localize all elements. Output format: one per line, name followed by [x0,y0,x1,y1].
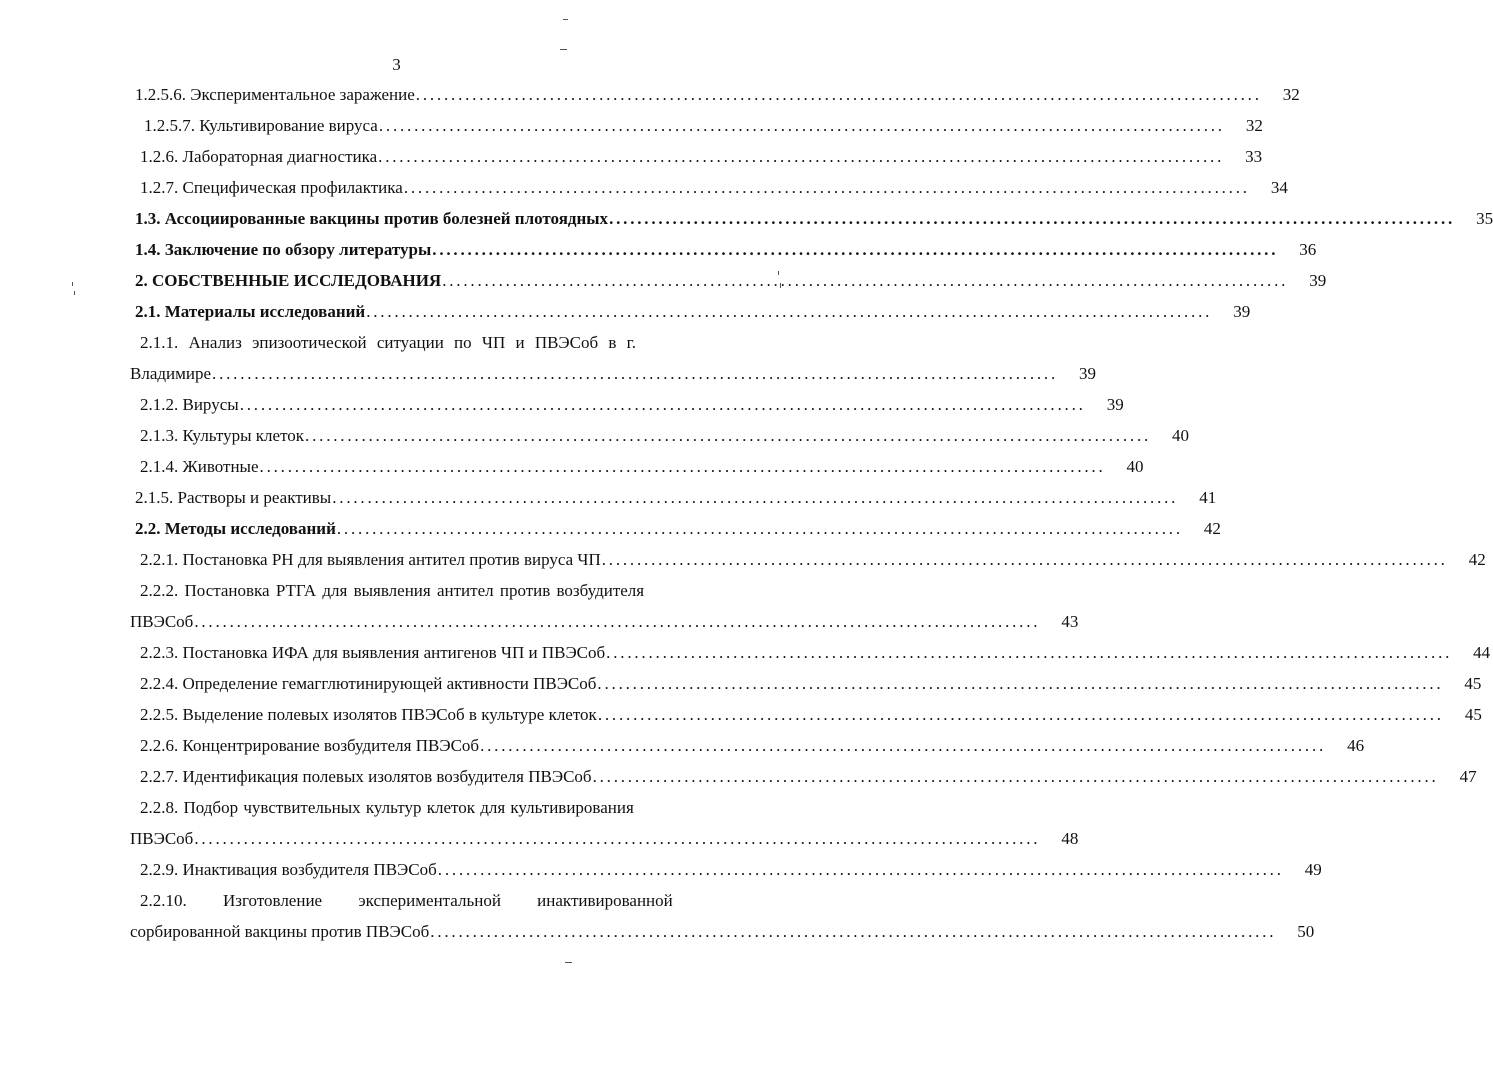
toc-page-number: 35 [1476,209,1493,228]
toc-entry-title: 2.2.1. Постановка РН для выявления антител против вируса ЧП [140,550,601,569]
toc-entry-title: 2.2.3. Постановка ИФА для выявления антигенов ЧП и ПВЭСоб [140,643,606,662]
dot-leader: ........................................................................................................................ [259,457,1106,476]
page-number: 3 [392,55,401,74]
toc-entry-first-line [130,327,720,358]
dot-leader: ........................................................................................................................ [432,240,1279,259]
toc-entry-title-line1: 2.2.8. Подбор чувствительных культур клеток для культивирования [140,798,634,817]
dot-leader: ........................................................................................................................ [415,85,1262,104]
dot-leader: ........................................................................................................................ [212,364,1059,383]
dot-leader: ........................................................................................................................ [239,395,1086,414]
scan-mark [565,962,572,963]
dot-leader: ........................................................................................................................ [305,426,1152,445]
toc-page-number: 32 [1282,85,1300,104]
dot-leader: ........................................................................................................................ [378,147,1225,166]
toc-entry-title: 2. СОБСТВЕННЫЕ ИССЛЕДОВАНИЯ [135,271,442,290]
toc-entry-second-line [130,358,1097,389]
toc-entry [130,203,1493,234]
toc-entry-title: 1.2.7. Специфическая профилактика [140,178,403,197]
toc-page-number: 39 [1233,302,1251,321]
toc-entry [130,668,1482,699]
dot-leader: ........................................................................................................................ [194,829,1041,848]
toc-entry [130,234,1317,265]
toc-page-number: 36 [1299,240,1317,259]
toc-entry [130,482,1217,513]
dot-leader: ........................................................................................................................ [194,612,1041,631]
toc-entry-title: 2.2.5. Выделение полевых изолятов ПВЭСоб в культуре клеток [140,705,597,724]
dot-leader: ........................................................................................................................ [592,767,1439,786]
toc-page-number: 50 [1297,922,1315,941]
toc-entry [130,327,1097,389]
toc-entry [130,699,1482,730]
toc-page-number: 34 [1270,178,1288,197]
toc-page-number: 39 [1106,395,1124,414]
toc-entry-title: 2.1.5. Растворы и реактивы [135,488,332,507]
toc-entry [130,451,1144,482]
toc-entry-title: 1.2.6. Лабораторная диагностика [140,147,378,166]
toc-entry [130,420,1190,451]
dot-leader: ........................................................................................................................ [437,860,1284,879]
toc-entry-title: 2.1.3. Культуры клеток [140,426,305,445]
toc-entry-title: 1.2.5.6. Экспериментальное заражение [135,85,415,104]
toc-entry-title: 1.4. Заключение по обзору литературы [135,240,432,259]
toc-page-number: 47 [1459,767,1477,786]
toc-page-number: 43 [1061,612,1079,631]
toc-page-number: 48 [1061,829,1079,848]
dot-leader: ........................................................................................................................ [378,116,1225,135]
toc-entry-title-line1: 2.1.1. Анализ эпизоотической ситуации по ЧП и ПВЭСоб в г. [140,333,636,352]
toc-entry-first-line [130,792,720,823]
toc-entry [130,854,1322,885]
toc-entry-title-line2: ПВЭСоб [130,612,194,631]
toc-entry-title: 1.2.5.7. Культивирование вируса [144,116,378,135]
toc-entry [130,637,1491,668]
scan-mark [72,282,73,286]
scan-mark [563,19,568,20]
toc-entry [130,389,1124,420]
toc-page-number: 42 [1468,550,1486,569]
toc-page-number: 33 [1245,147,1263,166]
toc-page-number: 40 [1172,426,1190,445]
toc-entry-title-line2: Владимире [130,364,212,383]
toc-page-number: 41 [1199,488,1217,507]
toc-page-number: 32 [1245,116,1263,135]
scan-mark [560,49,567,50]
dot-leader: ........................................................................................................................ [597,705,1444,724]
toc-entry-title-line1: 2.2.10. Изготовление экспериментальной инактивированной [140,891,673,910]
toc-entry-second-line [130,916,1315,947]
dot-leader: ........................................................................................................................ [332,488,1179,507]
dot-leader: ........................................................................................................................ [609,209,1456,228]
scan-mark [74,291,75,295]
toc-page-number: 45 [1464,674,1482,693]
toc-entry-title-line1: 2.2.2. Постановка РТГА для выявления антител против возбудителя [140,581,645,600]
toc-entry [130,792,1079,854]
dot-leader: ........................................................................................................................ [336,519,1183,538]
toc-page-number: 39 [1309,271,1327,290]
toc-entry-title-line2: сорбированной вакцины против ПВЭСоб [130,922,430,941]
toc-entry-second-line [130,606,1079,637]
toc-entry-first-line [130,885,720,916]
dot-leader: ........................................................................................................................ [606,643,1453,662]
toc-page-number: 39 [1079,364,1097,383]
toc-page-number: 46 [1347,736,1365,755]
dot-leader: ........................................................................................................................ [366,302,1213,321]
toc-entry-title: 2.2.7. Идентификация полевых изолятов возбудителя ПВЭСоб [140,767,592,786]
toc-entry [130,141,1263,172]
dot-leader: ........................................................................................................................ [430,922,1277,941]
dot-leader: ........................................................................................................................ [480,736,1327,755]
toc-entry [130,575,1079,637]
toc-entry-title: 2.2.9. Инактивация возбудителя ПВЭСоб [140,860,437,879]
toc-entry [130,265,1327,296]
toc-entry [130,79,1300,110]
dot-leader: ........................................................................................................................ [403,178,1250,197]
toc-entry [130,296,1251,327]
dot-leader: ........................................................................................................................ [601,550,1448,569]
table-of-contents [130,79,1493,947]
dot-leader: ........................................................................................................................ [597,674,1444,693]
toc-entry [130,172,1288,203]
toc-entry-first-line [130,575,720,606]
toc-page-number: 49 [1304,860,1322,879]
dot-leader: ........................................................................................................................ [442,271,1289,290]
toc-page-number: 42 [1203,519,1221,538]
toc-page-number: 40 [1126,457,1144,476]
toc-entry [130,110,1263,141]
toc-entry [130,761,1477,792]
toc-entry-title: 2.1.2. Вирусы [140,395,239,414]
toc-entry-title: 2.1. Материалы исследований [135,302,366,321]
toc-page-number: 44 [1473,643,1491,662]
toc-entry-title: 1.3. Ассоциированные вакцины против болезней плотоядных [135,209,609,228]
toc-entry [130,885,1315,947]
toc-entry-title: 2.2. Методы исследований [135,519,336,538]
toc-entry-title-line2: ПВЭСоб [130,829,194,848]
toc-entry-title: 2.1.4. Животные [140,457,259,476]
toc-entry-title: 2.2.6. Концентрирование возбудителя ПВЭСоб [140,736,480,755]
toc-entry [130,513,1221,544]
toc-entry-title: 2.2.4. Определение гемагглютинирующей активности ПВЭСоб [140,674,597,693]
toc-page-number: 45 [1464,705,1482,724]
toc-entry [130,730,1365,761]
toc-entry [130,544,1486,575]
toc-entry-second-line [130,823,1079,854]
